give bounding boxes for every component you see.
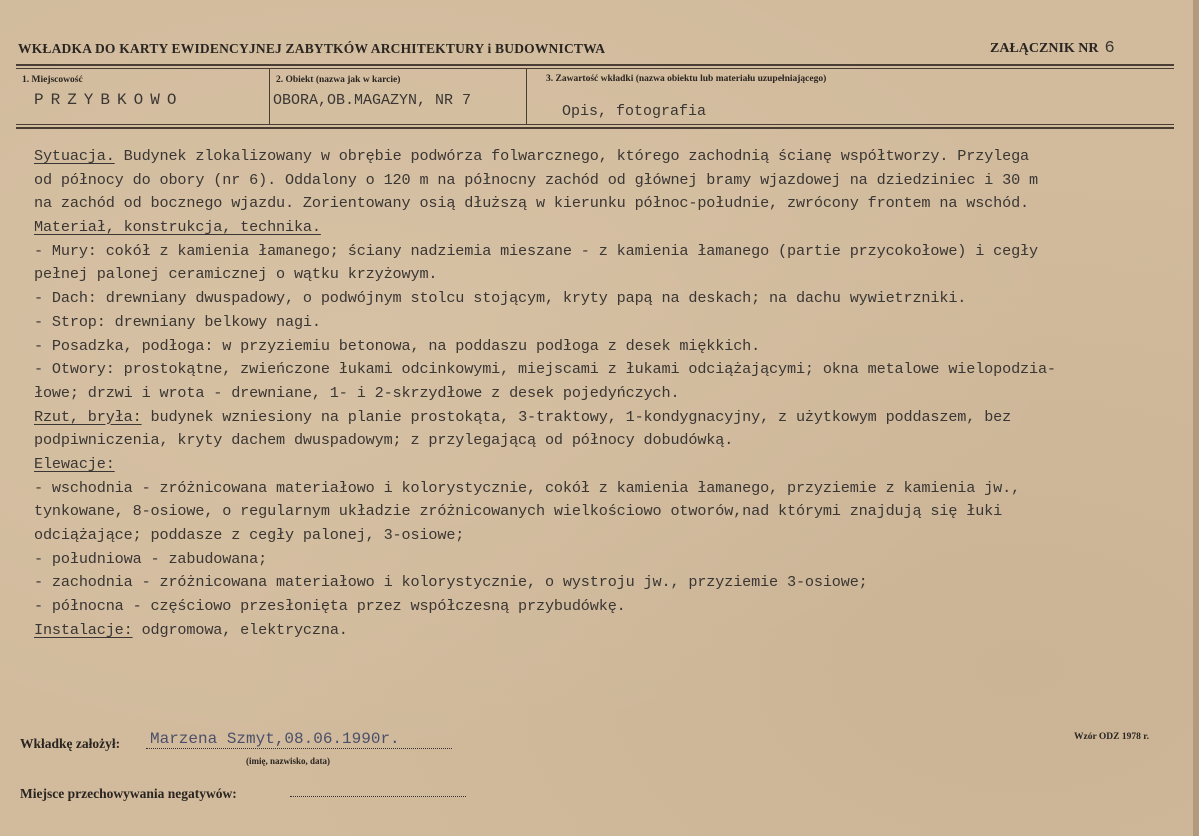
description-text: - Posadzka, podłoga: w przyziemiu betonowa, na poddaszu podłoga z desek miękkich. bbox=[34, 336, 761, 355]
divider-fields-thin bbox=[16, 124, 1174, 125]
contents-value: Opis, fotografia bbox=[562, 103, 707, 120]
section-heading: Rzut, bryła: bbox=[34, 407, 142, 426]
description-line bbox=[34, 335, 1184, 359]
description-text: Budynek zlokalizowany w obrębie podwórza folwarcznego, którego zachodnią ścianę współtworzy. Przylega bbox=[114, 147, 1030, 165]
description-line bbox=[34, 382, 1184, 406]
description-text: od północy do obory (nr 6). Oddalony o 120 m na północny zachód od głównej bramy wjazdowej na dziedziniec i 30 m bbox=[34, 170, 1038, 189]
object-label: 2. Obiekt (nazwa jak w karcie) bbox=[276, 75, 401, 85]
description-text: - południowa - zabudowana; bbox=[34, 549, 268, 568]
description-text: podpiwniczenia, kryty dachem dwuspadowym; z przylegającą od północy dobudówką. bbox=[34, 431, 734, 450]
description-line bbox=[34, 500, 1184, 524]
description-line bbox=[34, 216, 1184, 240]
divider-top-thin bbox=[16, 68, 1174, 69]
divider-fields bbox=[16, 127, 1174, 129]
author-label: Wkładkę założył: bbox=[20, 736, 121, 751]
author-caption: (imię, nazwisko, data) bbox=[246, 756, 330, 766]
field-separator-2 bbox=[526, 69, 527, 125]
description-line bbox=[34, 453, 1184, 477]
description-text: budynek wzniesiony na planie prostokąta, 3-traktowy, 1-kondygnacyjny, z użytkowym poddaszem, bez bbox=[141, 407, 1012, 426]
description-line bbox=[34, 287, 1184, 311]
description-text: - wschodnia - zróżnicowana materiałowo i kolorystycznie, cokół z kamienia łamanego, przyziemie z kamienia jw., bbox=[34, 478, 1021, 497]
description-text: - zachodnia - zróżnicowana materiałowo i kolorystycznie, o wystroju jw., przyziemie 3-osiowe; bbox=[34, 573, 868, 592]
description-text: - północna - częściowo przesłonięta przez współczesną przybudówkę. bbox=[34, 597, 626, 616]
description-line bbox=[34, 548, 1184, 572]
description-line bbox=[34, 192, 1184, 216]
description-text: - Dach: drewniany dwuspadowy, o podwójnym stolcu stojącym, kryty papą na deskach; na dachu wywietrzniki. bbox=[34, 289, 967, 308]
description-line bbox=[34, 263, 1184, 287]
description-text: pełnej palonej ceramicznej o wątku krzyżowym. bbox=[34, 265, 438, 284]
description-text: odciążające; poddasze z cegły palonej, 3-osiowe; bbox=[34, 526, 465, 544]
negatives-label: Miejsce przechowywania negatywów: bbox=[20, 786, 237, 801]
annex-number: 6 bbox=[1104, 39, 1115, 58]
description-line bbox=[34, 429, 1184, 453]
section-heading: Materiał, konstrukcja, technika. bbox=[34, 218, 321, 237]
annex-heading bbox=[990, 39, 1115, 58]
section-heading: Elewacje: bbox=[34, 454, 115, 473]
negatives-line bbox=[290, 796, 466, 797]
description-line bbox=[34, 145, 1184, 169]
description-line bbox=[34, 169, 1184, 193]
description-text: - Otwory: prostokątne, zwieńczone łukami odcinkowymi, miejscami z łukami odciążającymi; okna metalowe wielopodzia- bbox=[34, 360, 1056, 379]
description-text: łowe; drzwi i wrota - drewniane, 1- i 2-skrzydłowe z desek pojedyńczych. bbox=[34, 383, 680, 402]
description-line bbox=[34, 571, 1184, 595]
description-line bbox=[34, 358, 1184, 382]
location-label: 1. Miejscowość bbox=[22, 75, 83, 85]
description-line bbox=[34, 477, 1184, 501]
description-text: tynkowane, 8-osiowe, o regularnym układzie zróżnicowanych wielkościowo otworów,nad którymi znajdują się łuki bbox=[34, 502, 1003, 521]
divider-top bbox=[16, 64, 1174, 66]
description-line bbox=[34, 524, 1184, 548]
section-heading: Instalacje: bbox=[34, 620, 133, 639]
field-separator-1 bbox=[269, 69, 270, 125]
object-value: OBORA,OB.MAGAZYN, NR 7 bbox=[273, 92, 472, 109]
description-text: - Mury: cokół z kamienia łamanego; ściany nadziemia mieszane - z kamienia łamanego (partie przycokołowe) i cegły bbox=[34, 241, 1038, 260]
annex-label: ZAŁĄCZNIK NR bbox=[990, 41, 1099, 56]
author-value: Marzena Szmyt,08.06.1990r. bbox=[150, 730, 400, 748]
author-line bbox=[146, 748, 452, 749]
description-text: odgromowa, elektryczna. bbox=[132, 620, 348, 639]
description-text: - Strop: drewniany belkowy nagi. bbox=[34, 312, 321, 331]
description-body bbox=[34, 145, 1184, 642]
description-line bbox=[34, 619, 1184, 643]
description-line bbox=[34, 311, 1184, 335]
location-value: PRZYBKOWO bbox=[34, 91, 184, 109]
description-line bbox=[34, 595, 1184, 619]
card-edge bbox=[1193, 0, 1199, 836]
description-text: na zachód od bocznego wjazdu. Zorientowany osią dłuższą w kierunku północ-południe, zwrócony frontem na wschód. bbox=[34, 194, 1030, 213]
section-heading: Sytuacja. bbox=[34, 147, 115, 165]
contents-label: 3. Zawartość wkładki (nazwa obiektu lub materiału uzupełniającego) bbox=[546, 74, 827, 84]
card-title: WKŁADKA DO KARTY EWIDENCYJNEJ ZABYTKÓW ARCHITEKTURY i BUDOWNICTWA bbox=[18, 41, 606, 56]
description-line bbox=[34, 240, 1184, 264]
description-line bbox=[34, 406, 1184, 430]
template-mark: Wzór ODZ 1978 r. bbox=[1074, 732, 1149, 742]
